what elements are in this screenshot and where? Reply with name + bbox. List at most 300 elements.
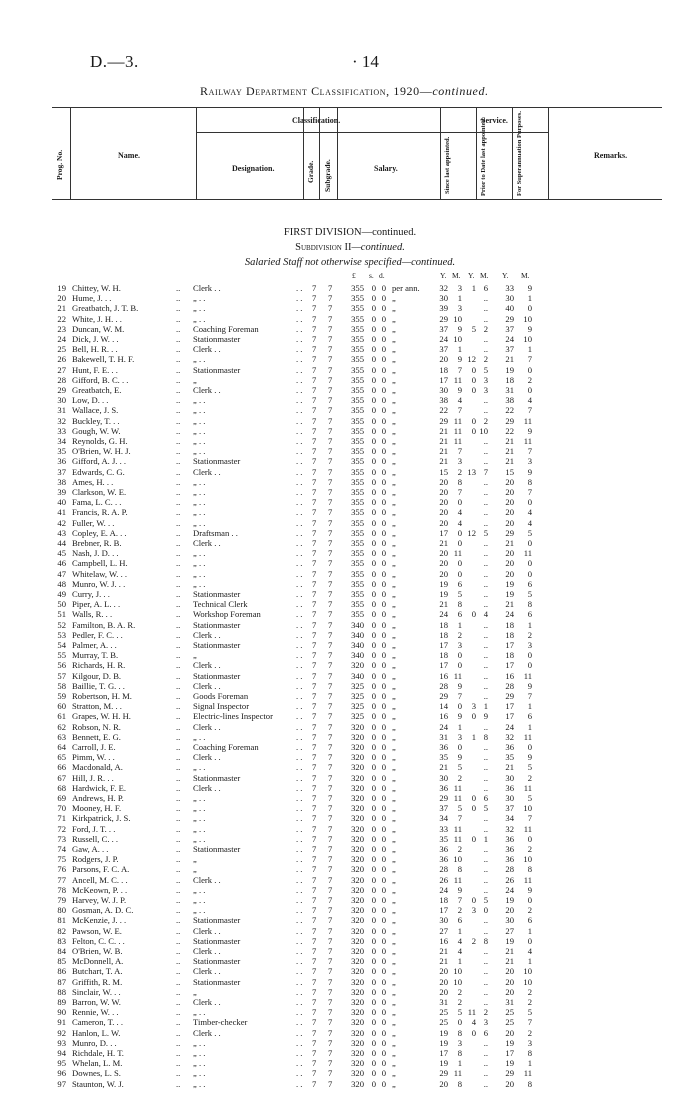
name-cell: Butchart, T. A. xyxy=(72,966,123,977)
salary-pence-cell: 0 xyxy=(381,823,386,834)
grade-cell: 7 xyxy=(312,323,317,334)
per-annum-cell: „ xyxy=(392,997,396,1007)
name-cell: Parsons, F. C. A. xyxy=(72,864,130,875)
salary-pounds-cell: 320 xyxy=(351,997,364,1007)
since-last-years-cell: 18 xyxy=(439,650,448,661)
leader-dots: . . xyxy=(296,374,303,385)
grade-cell: 7 xyxy=(312,1037,317,1048)
salary-pence-cell: 0 xyxy=(381,487,386,497)
salary-pence-cell: 0 xyxy=(381,752,386,763)
designation-cell: Technical Clerk xyxy=(193,599,248,610)
per-annum-cell: „ xyxy=(392,436,396,446)
prior-months-cell: .. xyxy=(483,640,488,650)
super-years-cell: 21 xyxy=(505,946,514,956)
since-last-years-cell: 39 xyxy=(439,303,448,314)
salary-pence-cell: 0 xyxy=(381,935,386,946)
table-row xyxy=(0,650,700,660)
subgrade-cell: 7 xyxy=(328,436,333,446)
since-last-months-cell: 5 xyxy=(457,762,462,773)
since-last-years-cell: 21 xyxy=(439,956,448,967)
super-years-cell: 24 xyxy=(505,884,514,895)
super-years-cell: 19 xyxy=(505,1037,514,1048)
prior-years-cell: 0 xyxy=(471,425,476,436)
salary-pounds-cell: 320 xyxy=(351,1068,364,1079)
designation-cell: „ . . xyxy=(193,803,206,814)
salary-pounds-cell: 320 xyxy=(351,976,364,987)
leader-dots: . . xyxy=(296,1078,303,1089)
leader-dots: .. xyxy=(176,415,181,426)
subgrade-cell: 7 xyxy=(328,466,333,477)
salary-pounds-cell: 320 xyxy=(351,1017,364,1028)
salary-shillings-cell: 0 xyxy=(371,334,376,344)
leader-dots: .. xyxy=(176,578,181,589)
grade-cell: 7 xyxy=(312,895,317,905)
prior-months-cell: .. xyxy=(483,925,488,936)
leader-dots: .. xyxy=(176,446,181,457)
salary-shillings-cell: 0 xyxy=(371,640,376,650)
prog-no-cell: 24 xyxy=(57,334,66,344)
super-years-cell: 38 xyxy=(505,395,514,406)
salary-shillings-cell: 0 xyxy=(371,558,376,569)
designation-cell: „ . . xyxy=(193,1037,206,1048)
salary-pounds-cell: 355 xyxy=(351,323,364,334)
name-cell: Gough, W. W. xyxy=(72,425,121,436)
designation-cell: Clerk . . xyxy=(193,538,221,548)
per-annum-cell: „ xyxy=(392,772,396,783)
table-row xyxy=(0,824,700,834)
designation-cell: „ . . xyxy=(193,568,206,579)
leader-dots: .. xyxy=(176,833,181,844)
name-cell: Felton, C. C. . . xyxy=(72,935,125,946)
grade-cell: 7 xyxy=(312,640,317,650)
prior-months-cell: .. xyxy=(483,721,488,732)
designation-cell: Clerk . . xyxy=(193,629,221,640)
header-subline xyxy=(440,132,548,133)
table-row xyxy=(0,844,700,854)
leader-dots: .. xyxy=(176,895,181,905)
prior-months-cell: .. xyxy=(483,946,488,956)
since-last-months-cell: 6 xyxy=(457,609,462,620)
prior-months-cell: .. xyxy=(483,884,488,895)
since-last-months-cell: 1 xyxy=(457,619,462,630)
since-last-months-cell: 9 xyxy=(457,752,462,763)
prog-no-cell: 86 xyxy=(57,966,66,977)
service-header: Service. xyxy=(481,116,508,125)
since-last-months-cell: 3 xyxy=(457,303,462,314)
super-years-cell: 29 xyxy=(505,1068,514,1079)
leader-dots: .. xyxy=(176,691,181,701)
leader-dots: .. xyxy=(176,517,181,528)
prog-no-cell: 97 xyxy=(57,1078,66,1089)
designation-cell: „ . . xyxy=(193,507,206,518)
leader-dots: . . xyxy=(296,905,303,916)
prior-months-cell: .. xyxy=(483,762,488,773)
grade-cell: 7 xyxy=(312,425,317,436)
name-cell: Whitelaw, W. . . xyxy=(72,568,128,579)
leader-dots: . . xyxy=(296,313,303,324)
salary-shillings-cell: 0 xyxy=(371,874,376,885)
super-years-cell: 37 xyxy=(505,344,514,355)
salary-pence-cell: 0 xyxy=(381,476,386,487)
grade-cell: 7 xyxy=(312,731,317,742)
name-cell: Grapes, W. H. H. xyxy=(72,711,131,722)
prior-months-cell: 2 xyxy=(483,323,488,334)
since-last-years-cell: 24 xyxy=(439,609,448,620)
designation-cell: „ . . xyxy=(193,1048,206,1058)
name-cell: Stratton, M. . . xyxy=(72,701,122,712)
subgrade-cell: 7 xyxy=(328,293,333,304)
leader-dots: . . xyxy=(296,956,303,967)
leader-dots: .. xyxy=(176,1058,181,1069)
super-months-cell: 1 xyxy=(527,956,532,967)
leader-dots: . . xyxy=(296,925,303,936)
salary-pounds-cell: 320 xyxy=(351,1027,364,1038)
since-last-months-cell: 4 xyxy=(457,395,462,406)
leader-dots: .. xyxy=(176,1037,181,1048)
super-years-cell: 20 xyxy=(505,986,514,997)
salary-pence-cell: 0 xyxy=(381,589,386,599)
name-cell: Griffith, R. M. xyxy=(72,976,123,987)
subgrade-cell: 7 xyxy=(328,915,333,926)
since-last-months-cell: 3 xyxy=(457,640,462,650)
designation-cell: „ . . xyxy=(193,1078,206,1089)
salary-pence-cell: 0 xyxy=(381,680,386,691)
leader-dots: .. xyxy=(176,344,181,355)
since-last-months-cell: 11 xyxy=(453,548,462,559)
unit-months: M. xyxy=(452,271,461,280)
since-last-months-cell: 7 xyxy=(457,691,462,701)
grade-cell: 7 xyxy=(312,813,317,824)
designation-header: Designation. xyxy=(232,164,275,173)
designation-cell: „ . . xyxy=(193,293,206,304)
super-years-cell: 20 xyxy=(505,507,514,518)
prior-months-cell: 6 xyxy=(483,283,488,293)
super-months-cell: 10 xyxy=(523,334,532,344)
salary-pounds-cell: 355 xyxy=(351,405,364,416)
salary-pence-cell: 0 xyxy=(381,456,386,467)
since-last-months-cell: 5 xyxy=(457,803,462,814)
prior-years-cell: 3 xyxy=(471,701,476,712)
super-years-cell: 20 xyxy=(505,476,514,487)
designation-cell: „ . . xyxy=(193,1068,206,1079)
grade-cell: 7 xyxy=(312,1017,317,1028)
grade-cell: 7 xyxy=(312,997,317,1007)
since-last-years-cell: 25 xyxy=(439,1007,448,1018)
leader-dots: .. xyxy=(176,323,181,334)
super-months-cell: 6 xyxy=(527,711,532,722)
per-annum-cell: „ xyxy=(392,446,396,457)
leader-dots: . . xyxy=(296,354,303,365)
subgrade-cell: 7 xyxy=(328,966,333,977)
leader-dots: . . xyxy=(296,793,303,803)
subgrade-cell: 7 xyxy=(328,1058,333,1069)
table-row xyxy=(0,354,700,364)
leader-dots: .. xyxy=(176,303,181,314)
per-annum-cell: „ xyxy=(392,385,396,395)
prior-months-cell: .. xyxy=(483,578,488,589)
salary-shillings-cell: 0 xyxy=(371,395,376,406)
leader-dots: . . xyxy=(296,436,303,446)
super-months-cell: 10 xyxy=(523,854,532,865)
leader-dots: .. xyxy=(176,854,181,865)
super-months-cell: 0 xyxy=(527,558,532,569)
super-months-cell: 6 xyxy=(527,578,532,589)
salary-pounds-cell: 320 xyxy=(351,905,364,916)
prog-no-cell: 87 xyxy=(57,976,66,987)
grade-cell: 7 xyxy=(312,884,317,895)
prog-no-cell: 19 xyxy=(57,283,66,293)
table-row xyxy=(0,813,700,823)
salary-pounds-cell: 320 xyxy=(351,762,364,773)
super-months-cell: 2 xyxy=(527,772,532,783)
super-years-cell: 17 xyxy=(505,711,514,722)
salary-shillings-cell: 0 xyxy=(371,925,376,936)
leader-dots: . . xyxy=(296,466,303,477)
subgrade-cell: 7 xyxy=(328,762,333,773)
table-row xyxy=(0,803,700,813)
per-annum-cell: „ xyxy=(392,303,396,314)
super-years-cell: 18 xyxy=(505,619,514,630)
salary-shillings-cell: 0 xyxy=(371,915,376,926)
table-row xyxy=(0,395,700,405)
prior-years-cell: 11 xyxy=(467,1007,476,1018)
leader-dots: . . xyxy=(296,609,303,620)
since-last-months-cell: 11 xyxy=(453,823,462,834)
salary-pence-cell: 0 xyxy=(381,793,386,803)
leader-dots: .. xyxy=(176,844,181,854)
designation-cell: Clerk . . xyxy=(193,344,221,355)
since-last-years-cell: 17 xyxy=(439,640,448,650)
super-years-cell: 19 xyxy=(505,364,514,375)
prior-months-cell: 3 xyxy=(483,385,488,395)
grade-cell: 7 xyxy=(312,415,317,426)
header-divider xyxy=(70,108,71,199)
leader-dots: . . xyxy=(296,976,303,987)
prog-no-cell: 29 xyxy=(57,385,66,395)
table-row xyxy=(0,477,700,487)
salary-shillings-cell: 0 xyxy=(371,446,376,457)
grade-cell: 7 xyxy=(312,701,317,712)
since-last-months-cell: 1 xyxy=(457,925,462,936)
super-years-cell: 29 xyxy=(505,691,514,701)
prog-no-cell: 76 xyxy=(57,864,66,875)
salary-pence-cell: 0 xyxy=(381,619,386,630)
since-last-months-cell: 0 xyxy=(457,742,462,752)
prog-no-cell: 78 xyxy=(57,884,66,895)
unit-pence: d. xyxy=(379,271,385,280)
salary-shillings-cell: 0 xyxy=(371,905,376,916)
salary-pence-cell: 0 xyxy=(381,1068,386,1079)
subgrade-cell: 7 xyxy=(328,1048,333,1058)
title-continued: continued. xyxy=(432,84,489,98)
per-annum-cell: „ xyxy=(392,925,396,936)
salary-shillings-cell: 0 xyxy=(371,313,376,324)
subgrade-cell: 7 xyxy=(328,313,333,324)
salary-pence-cell: 0 xyxy=(381,711,386,722)
subgrade-cell: 7 xyxy=(328,884,333,895)
super-years-cell: 20 xyxy=(505,1027,514,1038)
designation-cell: Clerk . . xyxy=(193,283,221,293)
grade-cell: 7 xyxy=(312,1068,317,1079)
per-annum-cell: „ xyxy=(392,599,396,610)
prior-months-cell: .. xyxy=(483,619,488,630)
super-years-cell: 37 xyxy=(505,803,514,814)
prog-no-cell: 82 xyxy=(57,925,66,936)
table-row xyxy=(0,1068,700,1078)
name-cell: Barron, W. W. xyxy=(72,997,121,1007)
leader-dots: .. xyxy=(176,650,181,661)
prior-months-cell: .. xyxy=(483,976,488,987)
super-months-cell: 7 xyxy=(527,354,532,365)
designation-cell: Clerk . . xyxy=(193,946,221,956)
leader-dots: .. xyxy=(176,283,181,293)
salary-pence-cell: 0 xyxy=(381,283,386,293)
prior-months-cell: .. xyxy=(483,915,488,926)
grade-cell: 7 xyxy=(312,833,317,844)
leader-dots: .. xyxy=(176,558,181,569)
grade-cell: 7 xyxy=(312,742,317,752)
salary-shillings-cell: 0 xyxy=(371,344,376,355)
grade-cell: 7 xyxy=(312,568,317,579)
salary-pounds-cell: 320 xyxy=(351,782,364,793)
since-last-years-cell: 38 xyxy=(439,395,448,406)
leader-dots: . . xyxy=(296,385,303,395)
leader-dots: .. xyxy=(176,966,181,977)
designation-cell: „ . . xyxy=(193,487,206,497)
salary-pence-cell: 0 xyxy=(381,405,386,416)
since-last-months-cell: 8 xyxy=(457,476,462,487)
designation-cell: Clerk . . xyxy=(193,782,221,793)
since-last-years-cell: 28 xyxy=(439,864,448,875)
prior-years-cell: 0 xyxy=(471,1027,476,1038)
prior-months-cell: .. xyxy=(483,680,488,691)
subgrade-cell: 7 xyxy=(328,1068,333,1079)
salary-shillings-cell: 0 xyxy=(371,548,376,559)
subgrade-cell: 7 xyxy=(328,680,333,691)
grade-cell: 7 xyxy=(312,1027,317,1038)
salary-shillings-cell: 0 xyxy=(371,619,376,630)
designation-cell: Stationmaster xyxy=(193,935,241,946)
super-months-cell: 3 xyxy=(527,1037,532,1048)
salary-pence-cell: 0 xyxy=(381,599,386,610)
salary-pence-cell: 0 xyxy=(381,915,386,926)
salary-pounds-cell: 320 xyxy=(351,1007,364,1018)
leader-dots: .. xyxy=(176,466,181,477)
since-last-months-cell: 0 xyxy=(457,568,462,579)
designation-cell: Stationmaster xyxy=(193,364,241,375)
grade-cell: 7 xyxy=(312,1048,317,1058)
super-years-cell: 20 xyxy=(505,976,514,987)
prior-months-cell: .. xyxy=(483,864,488,875)
per-annum-cell: „ xyxy=(392,752,396,763)
table-row xyxy=(0,467,700,477)
designation-cell: „ . . xyxy=(193,405,206,416)
since-last-years-cell: 36 xyxy=(439,854,448,865)
subgrade-cell: 7 xyxy=(328,283,333,293)
leader-dots: . . xyxy=(296,1058,303,1069)
designation-cell: Stationmaster xyxy=(193,915,241,926)
salary-pounds-cell: 320 xyxy=(351,986,364,997)
since-last-years-cell: 20 xyxy=(439,517,448,528)
super-months-cell: 1 xyxy=(527,721,532,732)
per-annum-cell: „ xyxy=(392,762,396,773)
salary-pounds-cell: 355 xyxy=(351,354,364,365)
super-months-cell: 0 xyxy=(527,364,532,375)
name-cell: Pimm, W. . . xyxy=(72,752,115,763)
super-years-cell: 17 xyxy=(505,1048,514,1058)
super-years-cell: 20 xyxy=(505,1078,514,1089)
prior-years-cell: 0 xyxy=(471,793,476,803)
salary-pence-cell: 0 xyxy=(381,762,386,773)
table-row xyxy=(0,334,700,344)
prior-months-cell: .. xyxy=(483,956,488,967)
prog-no-cell: 57 xyxy=(57,670,66,681)
prior-years-cell: 4 xyxy=(471,1017,476,1028)
since-last-years-cell: 20 xyxy=(439,476,448,487)
super-years-cell: 20 xyxy=(505,966,514,977)
name-cell: Cameron, T. . . xyxy=(72,1017,123,1028)
name-cell: Greatbatch, E. xyxy=(72,385,122,395)
salary-shillings-cell: 0 xyxy=(371,374,376,385)
prior-years-cell: 0 xyxy=(471,833,476,844)
grade-cell: 7 xyxy=(312,925,317,936)
subgrade-cell: 7 xyxy=(328,935,333,946)
salary-shillings-cell: 0 xyxy=(371,283,376,293)
subgrade-cell: 7 xyxy=(328,660,333,671)
prior-months-cell: 6 xyxy=(483,1027,488,1038)
table-row xyxy=(0,446,700,456)
prog-no-cell: 33 xyxy=(57,425,66,436)
salary-pounds-cell: 340 xyxy=(351,650,364,661)
super-years-cell: 24 xyxy=(505,721,514,732)
super-years-cell: 24 xyxy=(505,609,514,620)
salary-shillings-cell: 0 xyxy=(371,884,376,895)
grade-cell: 7 xyxy=(312,538,317,548)
since-last-years-cell: 20 xyxy=(439,354,448,365)
prior-years-cell: 12 xyxy=(467,354,476,365)
since-last-months-cell: 3 xyxy=(457,1037,462,1048)
table-row xyxy=(0,589,700,599)
leader-dots: .. xyxy=(176,589,181,599)
name-cell: Ford, J. T. . . xyxy=(72,823,116,834)
designation-cell: „ . . xyxy=(193,497,206,508)
salary-pounds-cell: 320 xyxy=(351,925,364,936)
prog-no-cell: 38 xyxy=(57,476,66,487)
leader-dots: .. xyxy=(176,1078,181,1089)
since-last-months-cell: 1 xyxy=(457,956,462,967)
salary-shillings-cell: 0 xyxy=(371,701,376,712)
since-last-years-cell: 30 xyxy=(439,772,448,783)
super-months-cell: 7 xyxy=(527,691,532,701)
super-months-cell: 8 xyxy=(527,864,532,875)
subgrade-cell: 7 xyxy=(328,691,333,701)
subgrade-cell: 7 xyxy=(328,476,333,487)
grade-cell: 7 xyxy=(312,670,317,681)
name-cell: Richdale, H. T. xyxy=(72,1048,124,1058)
leader-dots: . . xyxy=(296,538,303,548)
since-last-months-cell: 5 xyxy=(457,1007,462,1018)
salary-pounds-cell: 355 xyxy=(351,517,364,528)
designation-cell: Coaching Foreman xyxy=(193,742,259,752)
prog-no-cell: 66 xyxy=(57,762,66,773)
prog-no-cell: 60 xyxy=(57,701,66,712)
salary-pounds-cell: 320 xyxy=(351,844,364,854)
subgrade-cell: 7 xyxy=(328,823,333,834)
designation-cell: Clerk . . xyxy=(193,752,221,763)
salary-shillings-cell: 0 xyxy=(371,1017,376,1028)
designation-cell: Stationmaster xyxy=(193,976,241,987)
subdivision-name: Subdivision II xyxy=(295,242,352,253)
